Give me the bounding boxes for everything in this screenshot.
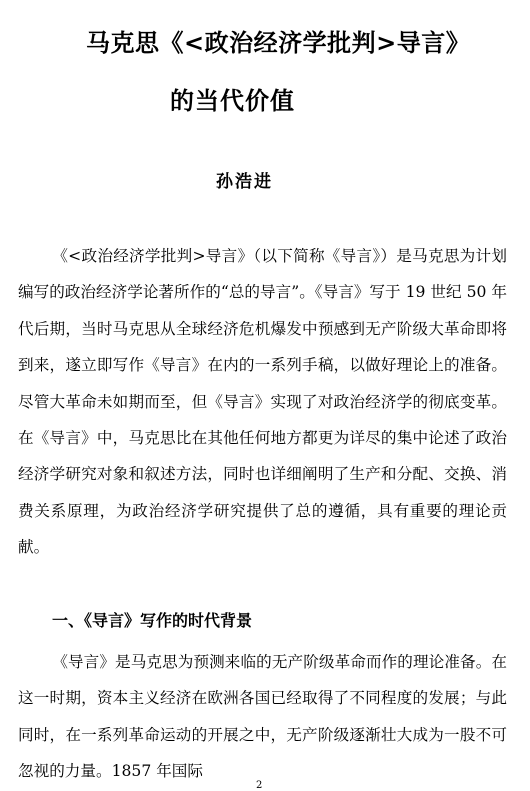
page-number: 2	[256, 780, 263, 791]
paragraph-background: 《导言》是马克思为预测来临的无产阶级革命而作的理论准备。在这一时期，资本主义经济在欧洲各国已经取得了不同程度的发展；与此同时，在一系列革命运动的开展之中，无产阶级逐渐壮大成为一股不可忽视的力量。1857 年国际	[18, 653, 507, 781]
section-heading: 一、《导言》写作的时代背景	[52, 611, 253, 630]
title-line-1: 马克思《<政治经济学批判>导言》	[86, 29, 471, 57]
paragraph-intro: 《<政治经济学批判>导言》（以下简称《导言》）是马克思为计划编写的政治经济学论著所作的“总的导言”。《导言》写于 19 世纪 50 年代后期，当时马克思从全球经济危机爆发中预感到无产阶级大革命即将到来，遂立即写作《导言》在内的一系列手稿，以做好理论上的准备。尽管大革命未如期而至，但《导言》实现了对政治经济学的彻底变革。在《导言》中，马克思比在其他任何地方都更为详尽的集中论述了政治经济学研究对象和叙述方法，同时也详细阐明了生产和分配、交换、消费关系原理，为政治经济学研究提供了总的遵循，具有重要的理论贡献。	[18, 247, 507, 557]
title-line-2: 的当代价值	[170, 87, 295, 115]
author-name: 孙浩进	[216, 172, 273, 192]
